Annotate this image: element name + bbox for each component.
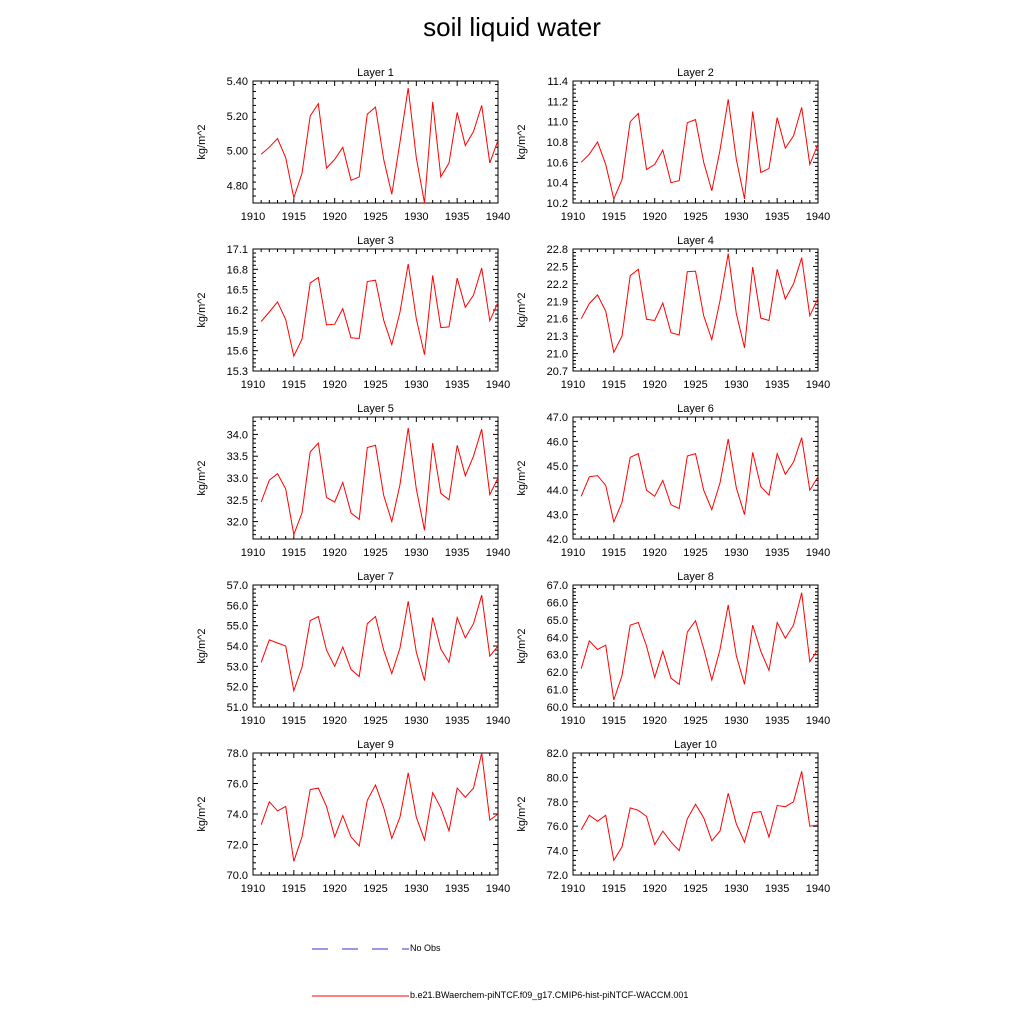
x-tick-label-layer-9: 1940 — [485, 883, 511, 895]
x-tick-label-layer-4: 1910 — [560, 379, 586, 391]
y-tick-label-layer-8: 62.0 — [546, 667, 568, 680]
series-line-layer-7 — [261, 595, 498, 691]
y-tick-label-layer-1: 4.80 — [226, 180, 248, 193]
y-tick-label-layer-8: 65.0 — [546, 614, 568, 627]
x-tick-label-layer-8: 1930 — [724, 715, 749, 727]
plot-frame-layer-9 — [253, 753, 498, 875]
x-tick-label-layer-2: 1925 — [683, 211, 708, 223]
y-tick-label-layer-8: 60.0 — [546, 702, 568, 714]
panel-title-layer-7: Layer 7 — [357, 571, 394, 583]
x-tick-label-layer-5: 1920 — [322, 547, 347, 559]
x-tick-label-layer-9: 1910 — [240, 883, 266, 895]
x-tick-label-layer-7: 1940 — [485, 715, 511, 727]
x-tick-label-layer-3: 1940 — [485, 379, 511, 391]
y-tick-label-layer-3: 16.8 — [226, 264, 248, 277]
x-tick-label-layer-5: 1940 — [485, 547, 511, 559]
panel-title-layer-1: Layer 1 — [357, 67, 394, 79]
y-tick-label-layer-4: 21.0 — [546, 348, 568, 361]
y-tick-label-layer-9: 76.0 — [226, 778, 248, 791]
x-tick-label-layer-4: 1930 — [724, 379, 749, 391]
y-tick-label-layer-1: 5.20 — [226, 110, 248, 123]
panel-title-layer-5: Layer 5 — [357, 403, 394, 415]
series-line-layer-2 — [581, 99, 818, 199]
panel-layer-8 — [516, 571, 830, 727]
y-tick-label-layer-9: 70.0 — [226, 870, 248, 882]
y-tick-label-layer-7: 55.0 — [226, 620, 248, 633]
x-tick-label-layer-3: 1935 — [444, 379, 470, 391]
y-tick-label-layer-8: 61.0 — [546, 684, 568, 697]
y-tick-label-layer-4: 20.7 — [546, 366, 568, 378]
x-tick-label-layer-1: 1910 — [240, 211, 266, 223]
x-tick-label-layer-10: 1940 — [805, 883, 831, 895]
x-tick-label-layer-2: 1935 — [764, 211, 790, 223]
y-tick-label-layer-4: 21.3 — [546, 331, 568, 344]
x-tick-label-layer-1: 1930 — [404, 211, 429, 223]
panel-layer-10 — [516, 739, 830, 895]
panel-title-layer-10: Layer 10 — [674, 739, 717, 751]
plot-frame-layer-6 — [573, 417, 818, 539]
series-line-layer-9 — [261, 753, 498, 861]
x-tick-label-layer-8: 1910 — [560, 715, 586, 727]
x-tick-label-layer-7: 1930 — [404, 715, 429, 727]
x-tick-label-layer-6: 1915 — [601, 547, 627, 559]
y-axis-label-layer-10: kg/m^2 — [516, 796, 528, 832]
y-tick-label-layer-9: 72.0 — [226, 839, 248, 852]
x-tick-label-layer-3: 1930 — [404, 379, 429, 391]
y-tick-label-layer-10: 72.0 — [546, 870, 568, 882]
y-tick-label-layer-2: 11.0 — [547, 116, 568, 129]
y-axis-label-layer-6: kg/m^2 — [516, 460, 528, 496]
y-tick-label-layer-3: 16.5 — [226, 284, 248, 297]
y-axis-label-layer-7: kg/m^2 — [196, 628, 208, 664]
y-tick-label-layer-4: 22.5 — [546, 261, 568, 274]
y-axis-label-layer-2: kg/m^2 — [516, 124, 528, 160]
plot-frame-layer-4 — [573, 249, 818, 371]
y-tick-label-layer-3: 15.9 — [226, 325, 248, 338]
x-tick-label-layer-1: 1915 — [281, 211, 307, 223]
x-tick-label-layer-10: 1915 — [601, 883, 627, 895]
x-tick-label-layer-10: 1930 — [724, 883, 749, 895]
legend-model-label: b.e21.BWaerchem-piNTCF.f09_g17.CMIP6-hist-piNTCF-WACCM.001 — [410, 990, 689, 1000]
series-line-layer-1 — [261, 88, 498, 203]
x-tick-label-layer-2: 1940 — [805, 211, 831, 223]
x-tick-label-layer-7: 1920 — [322, 715, 347, 727]
y-tick-label-layer-10: 78.0 — [546, 796, 568, 809]
y-tick-label-layer-8: 66.0 — [546, 597, 568, 610]
series-line-layer-4 — [581, 254, 818, 353]
x-tick-label-layer-3: 1910 — [240, 379, 266, 391]
panel-layer-4 — [516, 235, 830, 391]
panel-layer-1 — [196, 67, 510, 223]
x-tick-label-layer-5: 1925 — [363, 547, 388, 559]
y-tick-label-layer-7: 53.0 — [226, 661, 248, 674]
x-tick-label-layer-2: 1910 — [560, 211, 586, 223]
panel-layer-2 — [516, 67, 830, 223]
plot-frame-layer-2 — [573, 81, 818, 203]
x-tick-label-layer-7: 1915 — [281, 715, 307, 727]
panel-title-layer-9: Layer 9 — [357, 739, 394, 751]
x-tick-label-layer-9: 1915 — [281, 883, 307, 895]
y-axis-label-layer-9: kg/m^2 — [196, 796, 208, 832]
y-tick-label-layer-2: 10.4 — [546, 177, 568, 190]
y-tick-label-layer-8: 63.0 — [546, 649, 568, 662]
y-tick-label-layer-8: 64.0 — [546, 632, 568, 645]
x-tick-label-layer-5: 1910 — [240, 547, 266, 559]
legend-model-line — [312, 993, 412, 999]
x-tick-label-layer-7: 1935 — [444, 715, 470, 727]
series-line-layer-8 — [581, 593, 818, 700]
x-tick-label-layer-1: 1935 — [444, 211, 470, 223]
x-tick-label-layer-3: 1915 — [281, 379, 307, 391]
y-tick-label-layer-10: 80.0 — [546, 772, 568, 785]
figure-title: soil liquid water — [423, 12, 601, 42]
x-tick-label-layer-9: 1925 — [363, 883, 388, 895]
y-tick-label-layer-9: 74.0 — [226, 809, 248, 821]
panel-layer-7 — [196, 571, 510, 727]
series-line-layer-6 — [581, 438, 818, 522]
y-tick-label-layer-10: 82.0 — [546, 748, 568, 760]
panel-title-layer-3: Layer 3 — [357, 235, 394, 247]
x-tick-label-layer-6: 1925 — [683, 547, 708, 559]
y-tick-label-layer-7: 56.0 — [226, 600, 248, 613]
x-tick-label-layer-8: 1920 — [642, 715, 667, 727]
panel-layer-6 — [516, 403, 830, 559]
y-tick-label-layer-2: 10.6 — [546, 157, 568, 170]
x-tick-label-layer-6: 1930 — [724, 547, 749, 559]
x-tick-label-layer-2: 1930 — [724, 211, 749, 223]
y-tick-label-layer-4: 22.8 — [546, 244, 568, 256]
x-tick-label-layer-2: 1915 — [601, 211, 627, 223]
x-tick-label-layer-5: 1915 — [281, 547, 307, 559]
x-tick-label-layer-7: 1910 — [240, 715, 266, 727]
y-tick-label-layer-7: 51.0 — [226, 702, 248, 714]
x-tick-label-layer-6: 1910 — [560, 547, 586, 559]
x-tick-label-layer-10: 1935 — [764, 883, 790, 895]
x-tick-label-layer-4: 1920 — [642, 379, 667, 391]
x-tick-label-layer-5: 1935 — [444, 547, 470, 559]
panel-title-layer-6: Layer 6 — [677, 403, 714, 415]
y-tick-label-layer-9: 78.0 — [226, 748, 248, 760]
y-tick-label-layer-7: 52.0 — [226, 681, 248, 694]
y-tick-label-layer-2: 10.8 — [546, 137, 568, 149]
y-tick-label-layer-2: 10.2 — [546, 198, 568, 210]
x-tick-label-layer-10: 1925 — [683, 883, 708, 895]
series-line-layer-3 — [261, 264, 498, 356]
y-tick-label-layer-4: 22.2 — [546, 278, 568, 291]
x-tick-label-layer-6: 1920 — [642, 547, 667, 559]
y-tick-label-layer-6: 42.0 — [546, 534, 568, 546]
plot-frame-layer-1 — [253, 81, 498, 203]
plot-frame-layer-10 — [573, 753, 818, 875]
y-tick-label-layer-7: 57.0 — [226, 580, 248, 592]
x-tick-label-layer-8: 1915 — [601, 715, 627, 727]
y-axis-label-layer-4: kg/m^2 — [516, 292, 528, 328]
y-tick-label-layer-3: 15.6 — [226, 345, 248, 358]
x-tick-label-layer-4: 1925 — [683, 379, 708, 391]
x-tick-label-layer-9: 1935 — [444, 883, 470, 895]
plot-frame-layer-8 — [573, 585, 818, 707]
y-tick-label-layer-6: 43.0 — [546, 509, 568, 522]
y-tick-label-layer-5: 33.5 — [226, 451, 248, 464]
y-tick-label-layer-4: 21.6 — [546, 313, 568, 326]
y-tick-label-layer-7: 54.0 — [226, 641, 248, 653]
x-tick-label-layer-8: 1935 — [764, 715, 790, 727]
x-tick-label-layer-8: 1940 — [805, 715, 831, 727]
y-tick-label-layer-5: 32.5 — [226, 494, 248, 507]
plot-frame-layer-7 — [253, 585, 498, 707]
x-tick-label-layer-5: 1930 — [404, 547, 429, 559]
x-tick-label-layer-10: 1920 — [642, 883, 667, 895]
panel-layer-3 — [196, 235, 510, 391]
series-line-layer-10 — [581, 771, 818, 860]
x-tick-label-layer-4: 1935 — [764, 379, 790, 391]
panel-title-layer-8: Layer 8 — [677, 571, 714, 583]
y-tick-label-layer-8: 67.0 — [546, 580, 568, 592]
y-axis-label-layer-5: kg/m^2 — [196, 460, 208, 496]
legend-obs-line — [312, 946, 412, 952]
y-axis-label-layer-3: kg/m^2 — [196, 292, 208, 328]
y-tick-label-layer-1: 5.40 — [226, 76, 248, 88]
x-tick-label-layer-3: 1920 — [322, 379, 347, 391]
x-tick-label-layer-7: 1925 — [363, 715, 388, 727]
y-axis-label-layer-8: kg/m^2 — [516, 628, 528, 664]
y-tick-label-layer-5: 33.0 — [226, 473, 248, 485]
y-tick-label-layer-6: 45.0 — [546, 460, 568, 473]
x-tick-label-layer-4: 1940 — [805, 379, 831, 391]
y-tick-label-layer-2: 11.2 — [547, 96, 568, 109]
panel-title-layer-4: Layer 4 — [677, 235, 714, 247]
y-tick-label-layer-4: 21.9 — [546, 296, 568, 309]
series-line-layer-5 — [261, 428, 498, 535]
y-tick-label-layer-1: 5.00 — [226, 145, 248, 158]
x-tick-label-layer-9: 1920 — [322, 883, 347, 895]
x-tick-label-layer-6: 1935 — [764, 547, 790, 559]
y-tick-label-layer-6: 47.0 — [546, 412, 568, 424]
x-tick-label-layer-6: 1940 — [805, 547, 831, 559]
x-tick-label-layer-1: 1920 — [322, 211, 347, 223]
y-tick-label-layer-2: 11.4 — [547, 76, 568, 88]
x-tick-label-layer-2: 1920 — [642, 211, 667, 223]
y-tick-label-layer-3: 15.3 — [226, 366, 248, 378]
y-tick-label-layer-10: 76.0 — [546, 821, 568, 834]
y-axis-label-layer-1: kg/m^2 — [196, 124, 208, 160]
panel-layer-5 — [196, 403, 510, 559]
x-tick-label-layer-1: 1940 — [485, 211, 511, 223]
y-tick-label-layer-5: 32.0 — [226, 516, 248, 529]
panel-title-layer-2: Layer 2 — [677, 67, 714, 79]
legend-obs-label: No Obs — [410, 943, 441, 953]
y-tick-label-layer-3: 17.1 — [226, 244, 248, 256]
y-tick-label-layer-6: 44.0 — [546, 485, 568, 498]
y-tick-label-layer-3: 16.2 — [226, 305, 248, 317]
plot-frame-layer-3 — [253, 249, 498, 371]
y-tick-label-layer-6: 46.0 — [546, 436, 568, 449]
x-tick-label-layer-3: 1925 — [363, 379, 388, 391]
plot-frame-layer-5 — [253, 417, 498, 539]
x-tick-label-layer-9: 1930 — [404, 883, 429, 895]
x-tick-label-layer-1: 1925 — [363, 211, 388, 223]
x-tick-label-layer-4: 1915 — [601, 379, 627, 391]
y-tick-label-layer-10: 74.0 — [546, 845, 568, 858]
x-tick-label-layer-8: 1925 — [683, 715, 708, 727]
panel-layer-9 — [196, 739, 510, 895]
y-tick-label-layer-5: 34.0 — [226, 429, 248, 442]
x-tick-label-layer-10: 1910 — [560, 883, 586, 895]
